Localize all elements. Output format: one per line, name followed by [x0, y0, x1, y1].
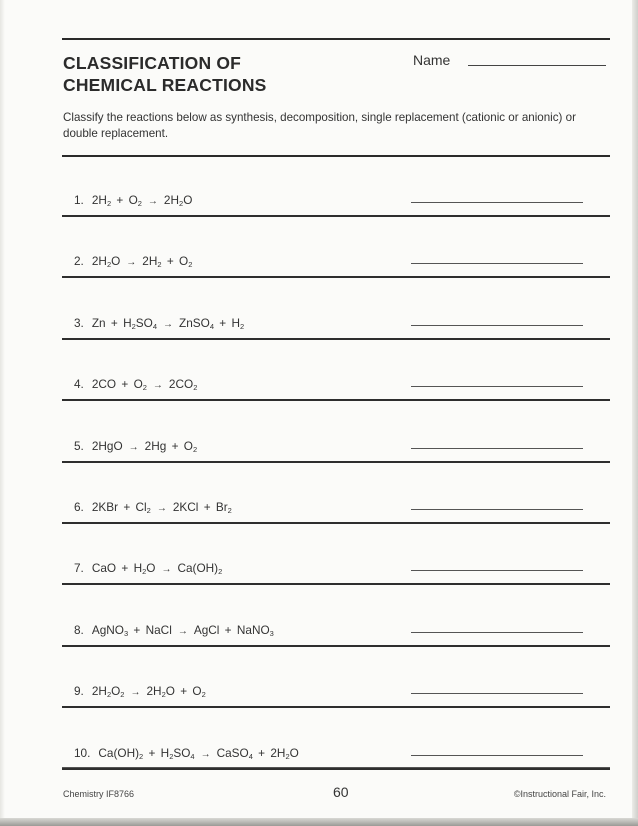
subscript: 2	[139, 751, 144, 761]
subscript: 4	[248, 751, 253, 761]
reaction-arrow: →	[163, 318, 173, 330]
chemical-term: 2KBr	[91, 500, 119, 514]
chemical-term: $O_2$	[192, 684, 206, 700]
chemical-term: NaNO$_3$	[236, 622, 274, 638]
chemical-term: O	[183, 193, 193, 207]
chemical-term: $2H_2$	[91, 684, 112, 700]
chemical-term: $O_2$	[111, 684, 125, 700]
subscript: 2	[193, 383, 198, 393]
plus-sign: +	[113, 193, 127, 207]
subscript: 2	[146, 506, 151, 515]
plus-sign: +	[200, 500, 214, 514]
row-separator	[62, 706, 610, 708]
reaction-equation	[74, 746, 299, 760]
row-separator	[62, 276, 610, 278]
answer-line[interactable]	[411, 448, 583, 449]
subscript: 3	[123, 628, 129, 638]
page-number: 60	[333, 784, 349, 800]
title-line-1: CLASSIFICATION OF	[63, 53, 242, 73]
footer-rule	[62, 767, 610, 768]
chemical-term: Zn	[91, 315, 106, 330]
reaction-number: 1.	[74, 193, 84, 207]
chemical-term: $O_2$	[183, 438, 198, 454]
plus-sign: +	[215, 315, 230, 330]
row-separator	[62, 645, 610, 647]
instructions: Classify the reactions below as synthesis, decomposition, single replacement (cationic or anionic) or double replacement.	[63, 111, 576, 140]
reaction-arrow: →	[128, 441, 139, 453]
subscript: 2	[218, 567, 223, 577]
row-separator	[62, 583, 610, 585]
reaction-number: 4.	[74, 377, 84, 392]
subscript: 2	[120, 690, 125, 700]
reaction-number: 5.	[74, 438, 84, 453]
reaction-arrow: →	[152, 380, 163, 392]
chemical-term: NaCl	[145, 622, 172, 637]
plus-sign: +	[168, 438, 182, 453]
reaction-equation	[74, 193, 192, 207]
page-edge-right	[632, 0, 638, 826]
reaction-row	[62, 561, 610, 625]
chemical-term: O	[146, 561, 156, 576]
subscript: 2	[227, 506, 232, 515]
row-separator	[62, 461, 610, 463]
answer-line[interactable]	[411, 632, 583, 633]
chemical-term: AgNO$_3$	[91, 622, 129, 638]
answer-line[interactable]	[411, 693, 583, 694]
answer-line[interactable]	[411, 509, 583, 510]
chemical-term: 2CO	[91, 377, 117, 392]
chemical-term: O	[289, 745, 299, 760]
chemical-term: $2H_2$	[91, 254, 112, 270]
reaction-equation	[74, 254, 192, 268]
chemical-term: $Br_2$	[215, 500, 232, 515]
reaction-row	[62, 254, 610, 318]
subscript: 2	[161, 690, 166, 700]
reaction-number: 7.	[74, 561, 84, 576]
reaction-equation	[74, 439, 197, 453]
name-label: Name	[413, 52, 451, 68]
subscript: 2	[285, 751, 290, 761]
plus-sign: +	[254, 745, 269, 760]
reaction-row	[62, 439, 610, 503]
subscript: 2	[188, 260, 193, 270]
chemical-term: 2Hg	[144, 438, 167, 453]
reaction-arrow: →	[126, 257, 137, 269]
chemical-term: $O_2$	[179, 254, 193, 270]
plus-sign: +	[176, 684, 191, 699]
plus-sign: +	[130, 622, 144, 637]
title-line-2: CHEMICAL REACTIONS	[63, 75, 267, 95]
footer-copyright: ©Instructional Fair, Inc.	[513, 789, 606, 799]
subscript: 2	[137, 199, 142, 208]
reaction-equation	[74, 377, 197, 391]
chemical-term: $Cl_2$	[135, 500, 151, 515]
reaction-row	[62, 623, 610, 687]
subscript: 2	[239, 321, 245, 331]
subscript: 4	[190, 751, 195, 761]
subscript: 2	[157, 260, 162, 270]
reaction-arrow: →	[161, 564, 172, 576]
chemical-term: $H_2$	[160, 745, 174, 761]
reaction-number: 9.	[74, 684, 84, 699]
row-separator	[62, 399, 610, 401]
plus-sign: +	[120, 500, 134, 514]
reaction-row	[62, 193, 610, 257]
answer-line[interactable]	[411, 202, 583, 203]
chemical-term: AgCl	[193, 622, 220, 637]
reaction-row	[62, 500, 610, 564]
top-rule	[62, 38, 610, 40]
answer-line[interactable]	[411, 570, 583, 571]
subscript: 2	[142, 567, 147, 577]
reaction-number: 6.	[74, 500, 84, 514]
chemical-term: CaO	[91, 561, 117, 576]
worksheet-title	[63, 52, 267, 96]
chemical-term: 2HgO	[91, 438, 123, 453]
reaction-equation	[74, 684, 206, 698]
reaction-row	[62, 316, 610, 380]
plus-sign: +	[163, 254, 178, 269]
answer-line[interactable]	[411, 263, 583, 264]
subscript: 3	[269, 628, 274, 638]
plus-sign: +	[118, 377, 132, 392]
row-separator	[62, 338, 610, 340]
reaction-arrow: →	[156, 503, 167, 514]
subscript: 2	[192, 444, 198, 454]
plus-sign: +	[221, 622, 235, 637]
chemical-term: $2H_2$	[146, 684, 166, 700]
subscript: 2	[106, 199, 112, 208]
page-edge-bottom	[0, 818, 638, 826]
chemical-term: $Ca(OH)_2$	[177, 561, 223, 577]
reaction-number: 3.	[74, 315, 84, 330]
plus-sign: +	[118, 561, 132, 576]
reaction-number: 10.	[74, 745, 91, 760]
chemical-term: $O_2$	[133, 377, 147, 393]
chemical-term: $SO_4$	[135, 315, 157, 331]
reaction-arrow: →	[200, 748, 211, 760]
chemical-term: $H_2$	[133, 561, 147, 577]
subscript: 2	[131, 321, 136, 331]
reaction-equation	[74, 500, 232, 514]
chemical-term: $H_2$	[231, 315, 245, 331]
instructions-rule	[62, 155, 610, 157]
chemical-term: $2H_2$	[91, 193, 112, 208]
chemical-term: CaSO$_4$	[216, 745, 253, 761]
subscript: 2	[201, 690, 206, 700]
chemical-term: $2H_2$	[163, 193, 184, 208]
reaction-equation	[74, 561, 222, 575]
chemical-term: $H_2$	[123, 315, 136, 331]
name-answer-line[interactable]	[468, 65, 606, 66]
chemical-term: $O_2$	[128, 193, 142, 208]
chemical-term: $Ca(OH)_2$	[98, 745, 144, 761]
subscript: 2	[106, 690, 112, 700]
answer-line[interactable]	[411, 325, 583, 326]
chemical-term: 2KCl	[172, 500, 199, 514]
answer-line[interactable]	[411, 386, 583, 387]
plus-sign: +	[107, 315, 122, 330]
subscript: 2	[179, 199, 184, 208]
chemical-term: O	[111, 254, 121, 269]
subscript: 2	[169, 751, 174, 761]
chemical-term: $2H_2$	[270, 745, 290, 761]
plus-sign: +	[145, 745, 159, 760]
subscript: 4	[209, 321, 214, 331]
row-separator	[62, 522, 610, 524]
page-left-shadow	[0, 0, 5, 826]
row-separator	[62, 215, 610, 217]
reaction-equation	[74, 623, 274, 637]
subscript: 2	[142, 383, 147, 393]
reaction-row	[62, 377, 610, 441]
chemical-term: $2CO_2$	[168, 377, 198, 393]
reaction-equation	[74, 316, 244, 330]
chemical-term: O	[165, 684, 175, 699]
answer-line[interactable]	[411, 755, 583, 756]
chemical-term: $SO_4$	[173, 745, 195, 761]
reaction-number: 2.	[74, 254, 84, 269]
chemical-term: $2H_2$	[142, 254, 162, 270]
footer-book-code: Chemistry IF8766	[63, 789, 135, 799]
reaction-arrow: →	[147, 196, 158, 207]
reaction-arrow: →	[130, 687, 141, 699]
reaction-row	[62, 684, 610, 748]
reaction-number: 8.	[74, 622, 84, 637]
subscript: 2	[106, 260, 112, 270]
chemical-term: ZnSO$_4$	[179, 315, 214, 331]
subscript: 4	[152, 321, 157, 331]
reaction-arrow: →	[177, 625, 188, 637]
